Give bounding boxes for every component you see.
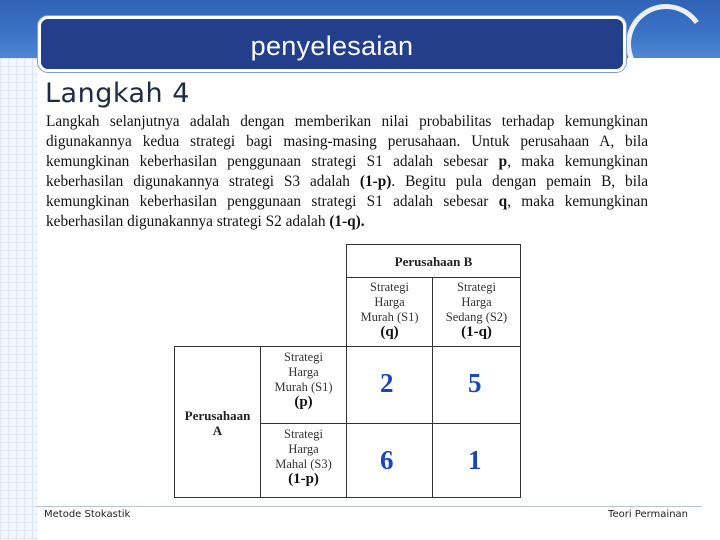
b-s1-line2: Harga [374, 295, 405, 309]
slide-title: penyelesaian [250, 31, 414, 61]
table-line [346, 244, 521, 245]
para-text-1: Langkah selanjutnya adalah dengan memberikan nilai probabilitas terhadap kemungkinan digunakannya kedua strategi bagi masing-masing perusahaan. Untuk perusahaan A, bila kemungkinan keberhasilan penggunaan strategi S1 adalah sebesar [46, 113, 648, 170]
b-s1-prob: (q) [380, 324, 399, 340]
side-grid-decoration [0, 58, 38, 540]
payoff-r1c1: 2 [380, 368, 394, 398]
b-s1-line1: Strategi [370, 280, 409, 294]
table-line [174, 346, 521, 347]
payoff-r2c1: 6 [380, 445, 394, 475]
company-a-line1: Perusahaan [184, 408, 251, 423]
a-s3-line1: Strategi [284, 427, 323, 441]
b-s2-line1: Strategi [457, 280, 496, 294]
slide-heading: Langkah 4 [45, 78, 190, 109]
a-s1-prob: (p) [294, 394, 313, 410]
table-line [346, 277, 521, 278]
para-text-4: , maka kemungkinan keberhasilan digunakannya strategi S2 adalah [46, 193, 648, 230]
para-text-3: . Begitu pula dengan pemain B, bila kemungkinan keberhasilan penggunaan strategi S1 adalah sebesar [46, 173, 649, 210]
a-strategy-s1 [261, 350, 346, 410]
a-strategy-s3 [261, 427, 346, 487]
para-bold-1: p [498, 153, 508, 170]
b-strategy-s1 [347, 280, 432, 340]
a-s3-line3: Mahal (S3) [275, 457, 332, 471]
company-b-header: Perusahaan B [394, 254, 473, 269]
title-bar [38, 16, 626, 72]
a-s1-line1: Strategi [284, 350, 323, 364]
payoff-r1c2: 5 [468, 368, 482, 398]
footer-right-text: Teori Permainan [608, 509, 688, 520]
a-s3-line2: Harga [288, 442, 319, 456]
para-bold-4: (1-q). [329, 213, 365, 230]
b-strategy-s2 [433, 280, 520, 340]
b-s2-line3: Sedang (S2) [445, 310, 508, 324]
a-s1-line3: Murah (S1) [274, 380, 333, 394]
company-a-line2: A [212, 423, 223, 438]
body-paragraph [46, 112, 648, 232]
para-bold-3: q [498, 193, 508, 210]
footer-left-text: Metode Stokastik [44, 509, 131, 520]
b-s1-line3: Murah (S1) [360, 310, 419, 324]
payoff-r2c2: 1 [468, 445, 482, 475]
company-a-label [175, 408, 260, 438]
footer-divider [36, 506, 702, 507]
payoff-table [174, 244, 522, 498]
a-s1-line2: Harga [288, 365, 319, 379]
table-line [260, 423, 521, 424]
a-s3-prob: (1-p) [288, 471, 319, 487]
para-bold-2: (1-p) [359, 173, 392, 190]
para-text-2: , maka kemungkinan keberhasilan digunakannya strategi S3 adalah [46, 153, 648, 190]
table-line [520, 244, 521, 498]
b-s2-line2: Harga [461, 295, 492, 309]
table-line [174, 497, 521, 498]
b-s2-prob: (1-q) [461, 324, 492, 340]
